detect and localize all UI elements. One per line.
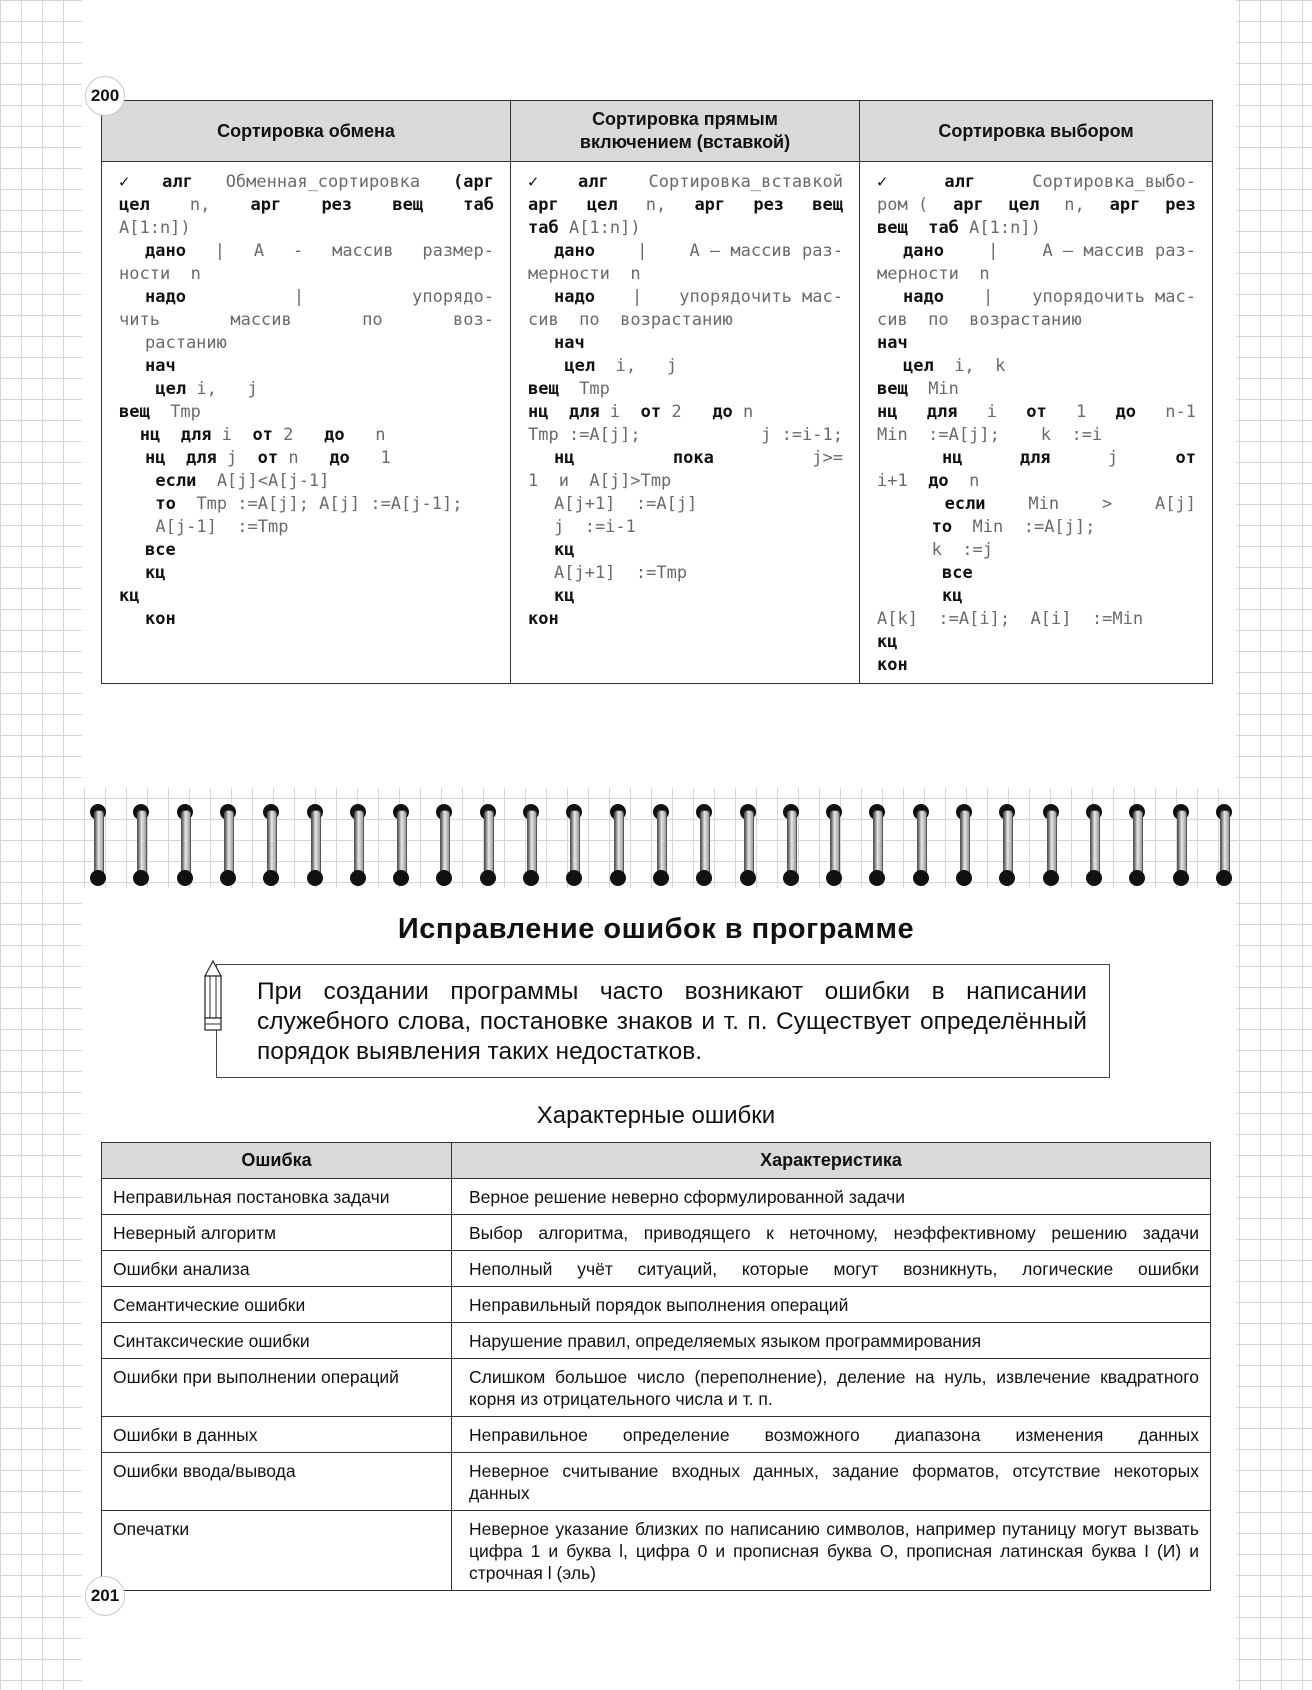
spiral-ring — [1215, 800, 1233, 890]
code-line — [528, 493, 843, 516]
code-line — [877, 355, 1196, 378]
code-line — [528, 470, 843, 493]
code-line — [877, 286, 1196, 309]
code-line — [528, 355, 843, 378]
code-keyword: то — [931, 517, 953, 537]
code-keyword: таб — [463, 195, 494, 215]
code-text: i+1 — [877, 471, 929, 491]
code-text: | — [631, 287, 643, 307]
code-keyword: таб — [528, 218, 559, 238]
code-text: упорядочить мас- — [1032, 287, 1196, 307]
spiral-ring — [219, 800, 237, 890]
code-line — [528, 608, 843, 631]
code-line — [119, 401, 494, 424]
code-line — [119, 355, 494, 378]
code-text: A[1:n]) — [558, 218, 641, 238]
code-line — [877, 332, 1196, 355]
code-keyword: дано — [145, 241, 186, 261]
code-text: j — [1107, 448, 1119, 468]
code-keyword: для — [180, 425, 212, 445]
algo-header-insertion: Сортировка прямым включением (вставкой) — [511, 101, 860, 162]
code-keyword: таб — [928, 218, 959, 238]
errors-header-error: Ошибка — [102, 1143, 452, 1179]
code-text: Tmp :=A[j]; A[j] :=A[j-1]; — [175, 494, 463, 514]
code-keyword: кц — [119, 586, 140, 606]
errors-header-description: Характеристика — [452, 1143, 1211, 1179]
spiral-ring — [998, 800, 1016, 890]
sorting-algorithms-table — [101, 100, 1213, 684]
code-text: Tmp — [149, 402, 201, 422]
code-line — [119, 447, 494, 470]
code-keyword: от — [257, 448, 279, 468]
code-keyword: нц — [942, 448, 963, 468]
code-text: по — [362, 310, 383, 330]
code-line — [877, 309, 1196, 332]
code-text: A[j+1] :=Tmp — [554, 563, 688, 583]
code-keyword: кц — [554, 540, 575, 560]
code-keyword: алг — [578, 172, 609, 192]
table-row — [102, 1287, 1211, 1323]
code-text: n, — [189, 195, 211, 215]
code-line — [119, 562, 494, 585]
code-keyword: нач — [877, 333, 908, 353]
table-row — [102, 1215, 1211, 1251]
code-line — [877, 401, 1196, 424]
code-text: А — массив раз- — [1042, 241, 1196, 261]
code-text: n — [278, 448, 330, 468]
code-text: i — [211, 425, 253, 445]
error-description-cell: Неполный учёт ситуаций, которые могут возникнуть, логические ошибки — [452, 1251, 1211, 1287]
code-keyword: дано — [554, 241, 595, 261]
spiral-ring — [306, 800, 324, 890]
error-name-cell: Синтаксические ошибки — [102, 1323, 452, 1359]
code-line — [528, 424, 843, 447]
code-text: | — [214, 241, 226, 261]
code-keyword: нц — [528, 402, 549, 422]
code-text: массив — [332, 241, 394, 261]
code-text: A — [253, 241, 265, 261]
code-keyword: цел — [564, 356, 596, 376]
code-keyword: нц — [877, 402, 898, 422]
code-line — [877, 654, 1196, 677]
code-line — [528, 562, 843, 585]
code-keyword: от — [640, 402, 662, 422]
code-keyword: до — [324, 425, 345, 445]
pencil-icon — [200, 960, 226, 1032]
code-keyword: нц — [145, 448, 166, 468]
code-line — [119, 286, 494, 309]
code-text: | — [293, 287, 305, 307]
spiral-ring — [695, 800, 713, 890]
code-keyword: цел — [119, 195, 150, 215]
code-keyword: для — [185, 448, 217, 468]
code-text: сив по возрастанию — [877, 310, 1082, 330]
code-text: | — [637, 241, 648, 261]
code-keyword: алг — [944, 172, 976, 192]
spiral-ring — [1085, 800, 1103, 890]
code-text: i — [986, 402, 997, 422]
code-keyword: надо — [554, 287, 595, 307]
code-keyword: арг — [250, 195, 282, 215]
code-line — [528, 171, 843, 194]
code-line — [877, 539, 1196, 562]
code-keyword: вещ — [528, 379, 559, 399]
code-keyword: от — [1026, 402, 1047, 422]
code-line — [877, 171, 1196, 194]
code-text: j :=i-1 — [554, 517, 636, 537]
code-keyword: вещ — [877, 218, 908, 238]
code-keyword: то — [155, 494, 176, 514]
code-keyword: вещ — [877, 379, 908, 399]
code-text: | — [982, 287, 994, 307]
spiral-ring — [392, 800, 410, 890]
code-line — [877, 631, 1196, 654]
error-description-cell: Нарушение правил, определяемых языком программирования — [452, 1323, 1211, 1359]
code-keyword: если — [944, 494, 986, 514]
code-text — [908, 218, 928, 238]
code-keyword: пока — [672, 448, 714, 468]
error-name-cell: Ошибки ввода/вывода — [102, 1453, 452, 1511]
spiral-ring — [739, 800, 757, 890]
code-text: A[j-1] :=Tmp — [155, 517, 289, 537]
code-keyword: нач — [145, 356, 176, 376]
error-name-cell: Неправильная постановка задачи — [102, 1179, 452, 1215]
code-keyword: кон — [145, 609, 176, 629]
code-keyword: для — [568, 402, 600, 422]
error-name-cell: Опечатки — [102, 1511, 452, 1591]
code-text: n — [948, 471, 980, 491]
code-line — [119, 424, 494, 447]
code-keyword: алг — [162, 172, 193, 192]
code-text: чить — [119, 310, 160, 330]
code-line — [877, 263, 1196, 286]
code-keyword: кц — [554, 586, 575, 606]
code-text: сив по возрастанию — [528, 310, 733, 330]
code-line — [119, 378, 494, 401]
spiral-ring — [349, 800, 367, 890]
code-text: Сортировка_выбо- — [1032, 172, 1196, 192]
section-title: Исправление ошибок в программе — [397, 913, 915, 945]
code-keyword: до — [1115, 402, 1136, 422]
code-keyword: дано — [903, 241, 944, 261]
algo-code-selection — [860, 162, 1212, 683]
spiral-ring — [1042, 800, 1060, 890]
code-text: n — [732, 402, 754, 422]
code-keyword: арг — [1109, 195, 1141, 215]
code-keyword: цел — [903, 356, 934, 376]
code-text: Tmp — [558, 379, 610, 399]
spiral-ring — [825, 800, 843, 890]
code-line — [877, 217, 1196, 240]
code-keyword: рез — [321, 195, 353, 215]
code-line — [528, 585, 843, 608]
table-row — [102, 1179, 1211, 1215]
spiral-ring — [912, 800, 930, 890]
table-row — [102, 1453, 1211, 1511]
code-keyword: нц — [554, 448, 575, 468]
code-text: i, k — [933, 356, 1006, 376]
code-text: - — [292, 241, 304, 261]
code-line — [119, 539, 494, 562]
algo-header-exchange: Сортировка обмена — [102, 101, 511, 162]
code-line — [528, 240, 843, 263]
code-text: ром ( — [877, 195, 929, 215]
code-keyword: арг — [528, 195, 559, 215]
code-keyword: надо — [903, 287, 944, 307]
code-line — [877, 470, 1196, 493]
code-line — [119, 608, 494, 631]
code-text: A[j]<A[j-1] — [196, 471, 330, 491]
algo-code-exchange — [102, 162, 511, 683]
spiral-ring — [132, 800, 150, 890]
checkmark-icon: ✓ — [528, 172, 539, 192]
code-text: A[j+1] :=A[j] — [554, 494, 698, 514]
error-description-cell: Неправильный порядок выполнения операций — [452, 1287, 1211, 1323]
code-keyword: кц — [942, 586, 963, 606]
spiral-ring — [868, 800, 886, 890]
code-keyword: цел — [586, 195, 618, 215]
code-text: A[k] :=A[i]; A[i] :=Min — [877, 609, 1144, 629]
code-text: i, j — [595, 356, 677, 376]
code-text: упорядо- — [412, 287, 494, 307]
code-keyword: для — [926, 402, 958, 422]
table-row — [102, 1359, 1211, 1417]
page-number-bottom: 201 — [85, 1576, 125, 1616]
info-note-text: При создании программы часто возникают ошибки в написании служебного слова, постановке знаков и т. п. Существует определённый порядок выявления таких недостатков. — [257, 978, 1087, 1065]
page-number-top: 200 — [85, 76, 125, 116]
code-text: n, — [645, 195, 667, 215]
error-name-cell: Ошибки анализа — [102, 1251, 452, 1287]
code-line — [119, 263, 494, 286]
code-text: n-1 — [1165, 402, 1196, 422]
error-description-cell: Неверное считывание входных данных, задание форматов, отсутствие некоторых данных — [452, 1453, 1211, 1511]
code-keyword: рез — [1165, 195, 1196, 215]
spiral-ring — [652, 800, 670, 890]
table-row — [102, 1251, 1211, 1287]
code-text: мерности n — [877, 264, 990, 284]
code-text: Min — [907, 379, 959, 399]
code-text: упорядочить мас- — [679, 287, 843, 307]
code-line — [119, 309, 494, 332]
code-text — [165, 448, 185, 468]
code-line — [528, 263, 843, 286]
code-text: i, j — [186, 379, 258, 399]
spiral-ring — [89, 800, 107, 890]
code-line — [528, 332, 843, 355]
code-text: i — [599, 402, 641, 422]
spiral-ring — [479, 800, 497, 890]
code-line — [877, 608, 1196, 631]
error-description-cell: Выбор алгоритма, приводящего к неточному, неэффективному решению задачи — [452, 1215, 1211, 1251]
error-name-cell: Неверный алгоритм — [102, 1215, 452, 1251]
code-line — [119, 240, 494, 263]
spiral-ring — [609, 800, 627, 890]
code-keyword: (арг — [453, 172, 494, 192]
checkmark-icon: ✓ — [119, 172, 130, 192]
spiral-ring — [435, 800, 453, 890]
code-keyword: арг — [694, 195, 726, 215]
error-name-cell: Семантические ошибки — [102, 1287, 452, 1323]
code-keyword: нач — [554, 333, 585, 353]
code-keyword: кц — [877, 632, 898, 652]
error-description-cell: Верное решение неверно сформулированной задачи — [452, 1179, 1211, 1215]
code-keyword: вещ — [392, 195, 424, 215]
code-line — [877, 424, 1196, 447]
error-name-cell: Ошибки при выполнении операций — [102, 1359, 452, 1417]
code-keyword: для — [1019, 448, 1051, 468]
code-line — [877, 194, 1196, 217]
code-text: 1 и A[j]>Tmp — [528, 471, 672, 491]
code-keyword: надо — [145, 287, 186, 307]
code-line — [119, 171, 494, 194]
notebook-spiral-binding — [82, 800, 1236, 890]
code-keyword: до — [329, 448, 350, 468]
code-text: размер- — [422, 241, 494, 261]
spiral-ring — [176, 800, 194, 890]
code-keyword: арг — [953, 195, 984, 215]
error-description-cell: Слишком большое число (переполнение), деление на нуль, извлечение квадратного корня из отрицательного числа и т. п. — [452, 1359, 1211, 1417]
info-note-box — [216, 964, 1110, 1078]
code-text: воз- — [453, 310, 494, 330]
code-text: 1 — [1076, 402, 1087, 422]
spiral-ring — [955, 800, 973, 890]
code-line — [119, 332, 494, 355]
code-text: Tmp :=A[j]; — [528, 425, 641, 445]
spiral-ring — [565, 800, 583, 890]
code-line — [119, 585, 494, 608]
spiral-ring — [1172, 800, 1190, 890]
code-keyword: кц — [145, 563, 166, 583]
error-description-cell: Неправильное определение возможного диапазона изменения данных — [452, 1417, 1211, 1453]
code-line — [528, 401, 843, 424]
code-line — [119, 493, 494, 516]
code-keyword: все — [942, 563, 973, 583]
code-line — [528, 516, 843, 539]
code-text: мерности n — [528, 264, 641, 284]
code-line — [877, 516, 1196, 539]
code-line — [877, 378, 1196, 401]
code-text: 2 — [661, 402, 713, 422]
spiral-ring — [262, 800, 280, 890]
code-keyword: рез — [753, 195, 785, 215]
code-text: j>= — [812, 448, 843, 468]
code-keyword: до — [928, 471, 949, 491]
code-text: растанию — [145, 333, 227, 353]
code-line — [528, 378, 843, 401]
code-text: А — массив раз- — [689, 241, 843, 261]
code-text: Min :=A[j]; — [952, 517, 1096, 537]
code-text: 2 — [272, 425, 325, 445]
errors-table — [101, 1142, 1211, 1591]
code-keyword: вещ — [812, 195, 843, 215]
code-keyword: вещ — [119, 402, 150, 422]
code-line — [119, 217, 494, 240]
code-text: j :=i-1; — [761, 425, 843, 445]
code-line — [119, 470, 494, 493]
table-row — [102, 1323, 1211, 1359]
code-text: k :=j — [931, 540, 994, 560]
spiral-ring — [522, 800, 540, 890]
algo-code-insertion — [511, 162, 860, 683]
code-text: Обменная_сортировка — [225, 172, 421, 192]
errors-table-header-row — [102, 1143, 1211, 1179]
code-line — [877, 585, 1196, 608]
code-text — [548, 402, 568, 422]
code-keyword: кон — [528, 609, 559, 629]
code-line — [877, 493, 1196, 516]
code-keyword: все — [145, 540, 176, 560]
algo-header-selection: Сортировка выбором — [860, 101, 1212, 162]
checkmark-icon: ✓ — [877, 172, 888, 192]
code-keyword: если — [155, 471, 197, 491]
code-line — [119, 516, 494, 539]
code-text: 1 — [349, 448, 391, 468]
table-row — [102, 1511, 1211, 1591]
code-text: ности n — [119, 264, 201, 284]
code-text: > — [1101, 494, 1113, 514]
code-text — [160, 425, 180, 445]
code-keyword: цел — [1008, 195, 1040, 215]
code-line — [877, 240, 1196, 263]
error-description-cell: Неверное указание близких по написанию символов, например путаницу могут вызвать цифра 1 и буква l, цифра 0 и прописная буква O, прописная латинская буква I (И) и строчная l (эль) — [452, 1511, 1211, 1591]
code-keyword: до — [712, 402, 733, 422]
code-text: A[j] — [1155, 494, 1196, 514]
code-keyword: кон — [877, 655, 908, 675]
code-keyword: цел — [155, 379, 187, 399]
spiral-ring — [782, 800, 800, 890]
errors-table-title: Характерные ошибки — [536, 1102, 776, 1129]
code-line — [528, 539, 843, 562]
code-text: Сортировка_вставкой — [648, 172, 843, 192]
code-line — [528, 286, 843, 309]
code-line — [528, 194, 843, 217]
code-line — [528, 447, 843, 470]
code-text: | — [988, 241, 999, 261]
spiral-ring — [1128, 800, 1146, 890]
code-line — [119, 194, 494, 217]
code-text: n — [344, 425, 386, 445]
code-line — [877, 562, 1196, 585]
error-name-cell: Ошибки в данных — [102, 1417, 452, 1453]
code-line — [528, 217, 843, 240]
code-keyword: нц — [139, 425, 161, 445]
code-text: Min :=A[j]; k :=i — [877, 425, 1103, 445]
code-keyword: от — [1175, 448, 1196, 468]
code-line — [877, 447, 1196, 470]
code-text: j — [216, 448, 258, 468]
table-row — [102, 1417, 1211, 1453]
code-text: n, — [1064, 195, 1085, 215]
code-text: A[1:n]) — [119, 218, 191, 238]
code-text: массив — [230, 310, 292, 330]
code-text: Min — [1028, 494, 1060, 514]
code-text: A[1:n]) — [958, 218, 1041, 238]
code-line — [528, 309, 843, 332]
code-keyword: от — [252, 425, 273, 445]
